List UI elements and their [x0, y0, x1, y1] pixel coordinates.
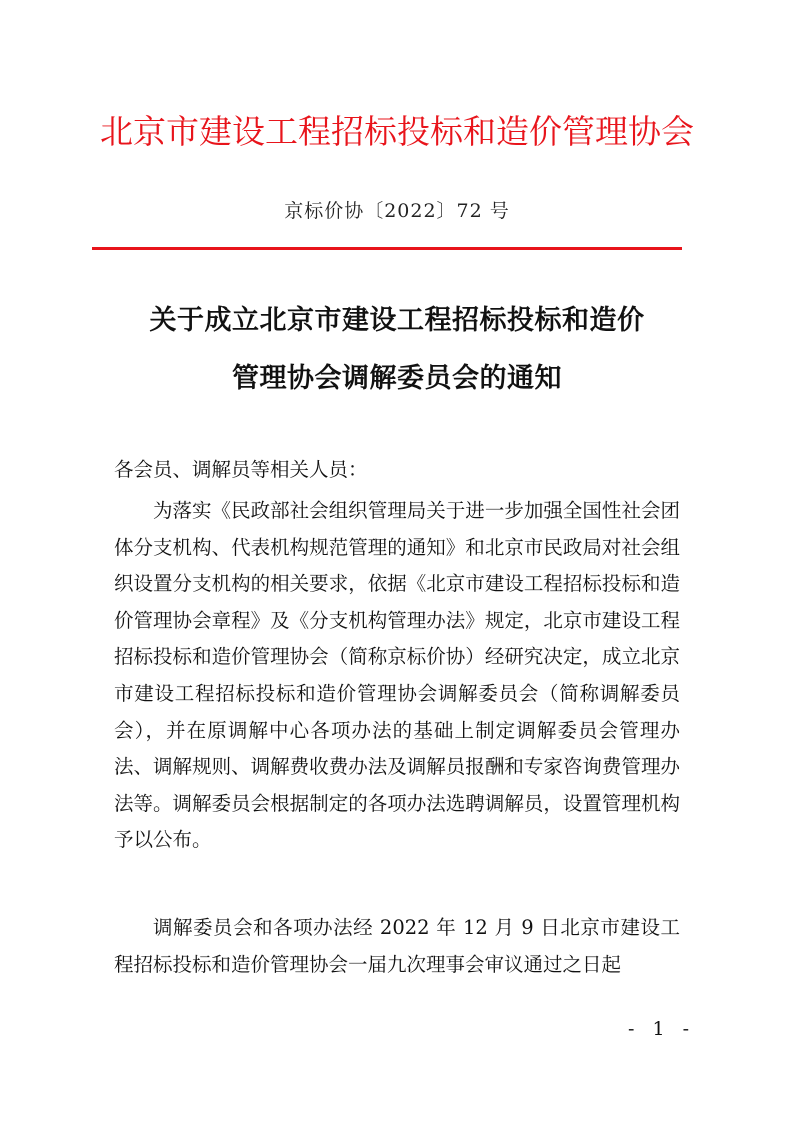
body-paragraph-2: 调解委员会和各项办法经 2022 年 12 月 9 日北京市建设工程招标投标和造价管理协会一届九次理事会审议通过之日起 — [114, 916, 680, 976]
page-number: - 1 - — [628, 1018, 696, 1040]
salutation: 各会员、调解员等相关人员： — [114, 458, 368, 481]
body-paragraph-1: 为落实《民政部社会组织管理局关于进一步加强全国性社会团体分支机构、代表机构规范管理的通知》和北京市民政局对社会组织设置分支机构的相关要求，依据《北京市建设工程招标投标和造价管理协会章程》及《分支机构管理办法》规定，北京市建设工程招标投标和造价管理协会（简称京标价协）经研究决定，成立北京市建设工程招标投标和造价管理协会调解委员会（简称调解委员会），并在原调解中心各项办法的基础上制定调解委员会管理办法、调解规则、调解费收费办法及调解员报酬和专家咨询费管理办法等。调解委员会根据制定的各项办法选聘调解员，设置管理机构予以公布。 — [114, 499, 680, 852]
red-divider-line — [92, 247, 682, 250]
document-number: 京标价协〔2022〕72 号 — [284, 200, 510, 222]
notice-title-line-2: 管理协会调解委员会的通知 — [232, 363, 562, 394]
notice-title-line-1: 关于成立北京市建设工程招标投标和造价 — [149, 305, 645, 336]
organization-header: 北京市建设工程招标投标和造价管理协会 — [100, 112, 694, 151]
